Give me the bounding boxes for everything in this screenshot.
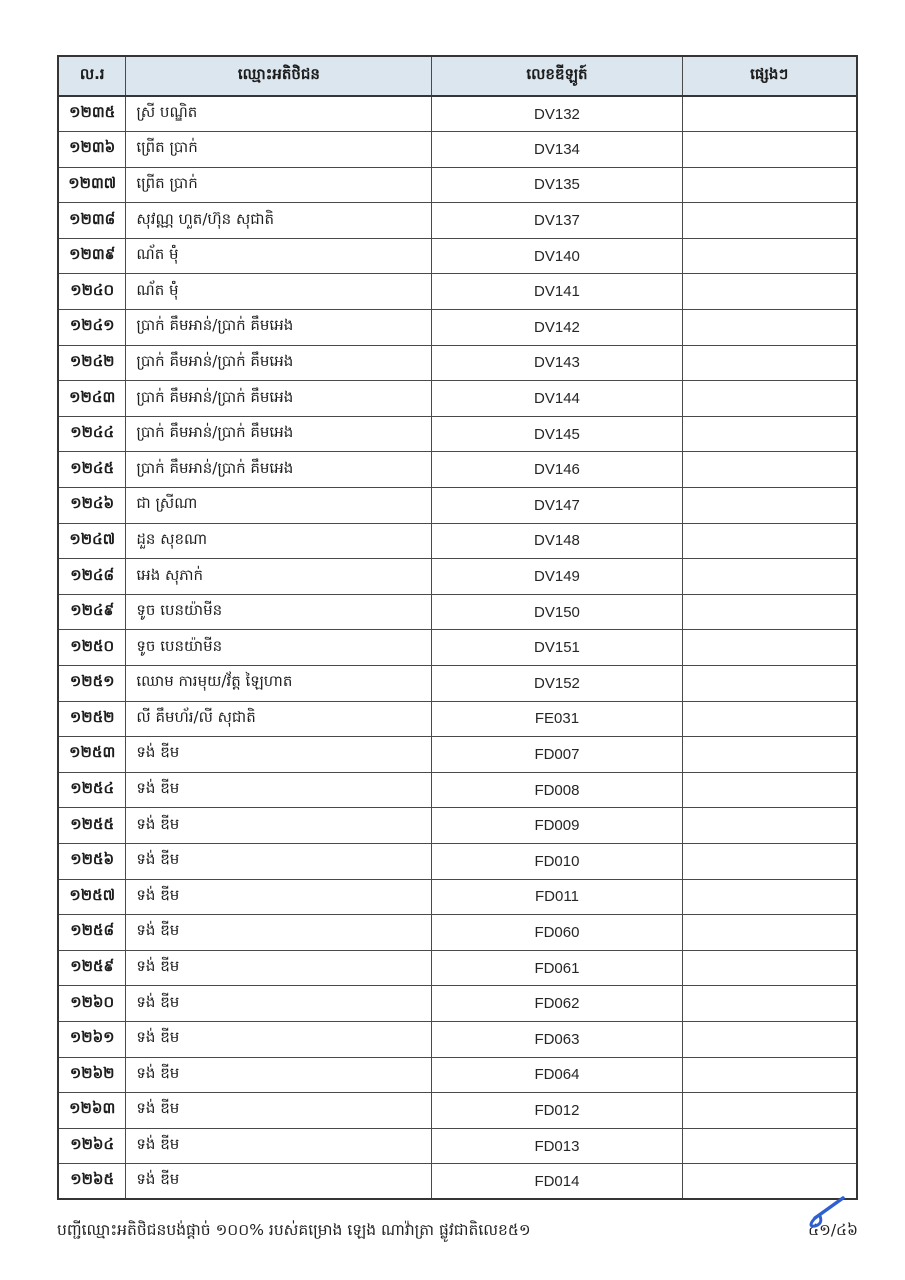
row-remark-cell (682, 630, 857, 666)
row-remark-cell (682, 167, 857, 203)
table-row (58, 879, 857, 915)
row-lot-cell: DV147 (432, 488, 682, 524)
table-row (58, 630, 857, 666)
row-lot-cell: DV137 (432, 203, 682, 239)
row-name-cell: ទង់ ឌីម (126, 1021, 432, 1057)
row-name-cell: ទង់ ឌីម (126, 879, 432, 915)
row-serial-cell: ១២៤៨ (58, 559, 126, 595)
customer-list-table (57, 55, 858, 1200)
row-lot-cell: FD012 (432, 1093, 682, 1129)
row-remark-cell (682, 1128, 857, 1164)
row-name-cell: ទង់ ឌីម (126, 1057, 432, 1093)
table-row (58, 1057, 857, 1093)
row-remark-cell (682, 594, 857, 630)
row-lot-cell: DV135 (432, 167, 682, 203)
table-row (58, 701, 857, 737)
row-lot-cell: DV140 (432, 238, 682, 274)
row-serial-cell: ១២៤៤ (58, 416, 126, 452)
table-row (58, 737, 857, 773)
row-lot-cell: DV132 (432, 96, 682, 132)
row-lot-cell: FD060 (432, 915, 682, 951)
row-name-cell: ទង់ ឌីម (126, 915, 432, 951)
row-name-cell: ទង់ ឌីម (126, 1164, 432, 1200)
row-lot-cell: DV144 (432, 381, 682, 417)
pen-checkmark-icon (795, 1192, 850, 1232)
row-remark-cell (682, 737, 857, 773)
row-name-cell: ជា ស្រីណា (126, 488, 432, 524)
row-remark-cell (682, 808, 857, 844)
row-lot-cell: FD013 (432, 1128, 682, 1164)
table-row (58, 132, 857, 168)
table-row (58, 915, 857, 951)
row-remark-cell (682, 274, 857, 310)
row-name-cell: ទង់ ឌីម (126, 1128, 432, 1164)
row-name-cell: ប្រាក់ គឹមអាន់/ប្រាក់ គឹមអេង (126, 381, 432, 417)
row-name-cell: ទង់ ឌីម (126, 737, 432, 773)
header-cell-customer-name: ឈ្មោះអតិថិជន (126, 56, 432, 96)
row-remark-cell (682, 666, 857, 702)
row-name-cell: ដួន សុខណា (126, 523, 432, 559)
row-lot-cell: FD011 (432, 879, 682, 915)
row-lot-cell: DV149 (432, 559, 682, 595)
table-row (58, 381, 857, 417)
row-lot-cell: DV145 (432, 416, 682, 452)
row-lot-cell: FD063 (432, 1021, 682, 1057)
table-row (58, 452, 857, 488)
row-serial-cell: ១២៥៧ (58, 879, 126, 915)
row-name-cell: ប្រាក់ គឹមអាន់/ប្រាក់ គឹមអេង (126, 452, 432, 488)
table-row (58, 96, 857, 132)
table-row (58, 274, 857, 310)
table-row (58, 986, 857, 1022)
row-remark-cell (682, 1021, 857, 1057)
row-remark-cell (682, 345, 857, 381)
table-row (58, 843, 857, 879)
table-row (58, 1164, 857, 1200)
row-remark-cell (682, 132, 857, 168)
row-remark-cell (682, 559, 857, 595)
row-name-cell: ណ័ត ម៉ុំ (126, 274, 432, 310)
row-serial-cell: ១២៦៣ (58, 1093, 126, 1129)
row-remark-cell (682, 416, 857, 452)
row-serial-cell: ១២៦២ (58, 1057, 126, 1093)
page-footer (57, 1220, 858, 1243)
row-lot-cell: DV151 (432, 630, 682, 666)
row-remark-cell (682, 986, 857, 1022)
row-serial-cell: ១២៦១ (58, 1021, 126, 1057)
table-row (58, 416, 857, 452)
row-serial-cell: ១២៥២ (58, 701, 126, 737)
row-serial-cell: ១២៤៩ (58, 594, 126, 630)
row-serial-cell: ១២៤០ (58, 274, 126, 310)
row-lot-cell: DV148 (432, 523, 682, 559)
row-serial-cell: ១២៣៥ (58, 96, 126, 132)
row-serial-cell: ១២៣៩ (58, 238, 126, 274)
row-serial-cell: ១២៤១ (58, 310, 126, 346)
table-row (58, 488, 857, 524)
row-serial-cell: ១២៤៧ (58, 523, 126, 559)
row-remark-cell (682, 701, 857, 737)
row-serial-cell: ១២៥៥ (58, 808, 126, 844)
row-name-cell: ណ័ត ម៉ុំ (126, 238, 432, 274)
row-remark-cell (682, 772, 857, 808)
row-serial-cell: ១២៣៨ (58, 203, 126, 239)
table-row (58, 238, 857, 274)
row-remark-cell (682, 381, 857, 417)
table-row (58, 310, 857, 346)
row-serial-cell: ១២៥៩ (58, 950, 126, 986)
table-row (58, 666, 857, 702)
row-name-cell: សុវណ្ណ ហួត/ហ៊ុន សុជាតិ (126, 203, 432, 239)
table-row (58, 559, 857, 595)
row-name-cell: ព្រើត ប្រាក់ (126, 167, 432, 203)
row-remark-cell (682, 1057, 857, 1093)
row-lot-cell: FD061 (432, 950, 682, 986)
row-remark-cell (682, 843, 857, 879)
row-remark-cell (682, 1093, 857, 1129)
row-serial-cell: ១២៥១ (58, 666, 126, 702)
row-remark-cell (682, 203, 857, 239)
table-header-row (58, 56, 857, 96)
row-remark-cell (682, 915, 857, 951)
row-lot-cell: DV143 (432, 345, 682, 381)
table-row (58, 1128, 857, 1164)
row-serial-cell: ១២៤៥ (58, 452, 126, 488)
row-lot-cell: FE031 (432, 701, 682, 737)
row-name-cell: ទូច បេនយ៉ាមីន (126, 594, 432, 630)
page-number: ៤១/៤៦ (808, 1221, 858, 1239)
row-remark-cell (682, 523, 857, 559)
row-lot-cell: FD007 (432, 737, 682, 773)
table-row (58, 950, 857, 986)
row-name-cell: ឈោម ការមុយ/វ័ត្ត ឡៃហាត (126, 666, 432, 702)
footer-caption: បញ្ជីឈ្មោះអតិថិជនបង់ផ្តាច់ ១០០% របស់គម្រោង ឡេង ណាវ៉ាត្រា ផ្លូវជាតិលេខ៥១ (57, 1221, 531, 1239)
row-name-cell: ប្រាក់ គឹមអាន់/ប្រាក់ គឹមអេង (126, 416, 432, 452)
row-serial-cell: ១២៦០ (58, 986, 126, 1022)
row-remark-cell (682, 310, 857, 346)
row-serial-cell: ១២៥៣ (58, 737, 126, 773)
row-serial-cell: ១២៥០ (58, 630, 126, 666)
row-name-cell: ទង់ ឌីម (126, 950, 432, 986)
row-name-cell: ទូច បេនយ៉ាមីន (126, 630, 432, 666)
row-name-cell: ទង់ ឌីម (126, 808, 432, 844)
table-row (58, 203, 857, 239)
header-cell-serial-no: ល.រ (58, 56, 126, 96)
row-lot-cell: DV134 (432, 132, 682, 168)
row-remark-cell (682, 238, 857, 274)
table-row (58, 345, 857, 381)
row-name-cell: ស្រី បណ្ឌិត (126, 96, 432, 132)
row-name-cell: អេង សុភាក់ (126, 559, 432, 595)
row-lot-cell: FD014 (432, 1164, 682, 1200)
row-remark-cell (682, 96, 857, 132)
table-row (58, 594, 857, 630)
row-serial-cell: ១២៤៣ (58, 381, 126, 417)
row-lot-cell: DV141 (432, 274, 682, 310)
row-serial-cell: ១២៥៦ (58, 843, 126, 879)
table-row (58, 772, 857, 808)
table-row (58, 1093, 857, 1129)
row-remark-cell (682, 950, 857, 986)
row-lot-cell: DV146 (432, 452, 682, 488)
row-serial-cell: ១២៦៤ (58, 1128, 126, 1164)
row-serial-cell: ១២៥៤ (58, 772, 126, 808)
row-name-cell: ប្រាក់ គឹមអាន់/ប្រាក់ គឹមអេង (126, 310, 432, 346)
table-row (58, 808, 857, 844)
row-lot-cell: DV150 (432, 594, 682, 630)
row-name-cell: ព្រើត ប្រាក់ (126, 132, 432, 168)
row-lot-cell: DV152 (432, 666, 682, 702)
header-cell-lot-number: លេខឌីឡូត៍ (432, 56, 682, 96)
row-name-cell: ទង់ ឌីម (126, 1093, 432, 1129)
row-lot-cell: DV142 (432, 310, 682, 346)
table-row (58, 523, 857, 559)
row-name-cell: ទង់ ឌីម (126, 986, 432, 1022)
row-serial-cell: ១២៤២ (58, 345, 126, 381)
row-lot-cell: FD062 (432, 986, 682, 1022)
header-cell-remarks: ផ្សេងៗ (682, 56, 857, 96)
row-remark-cell (682, 452, 857, 488)
row-remark-cell (682, 488, 857, 524)
row-name-cell: ទង់ ឌីម (126, 772, 432, 808)
table-row (58, 167, 857, 203)
row-serial-cell: ១២៣៧ (58, 167, 126, 203)
row-name-cell: ទង់ ឌីម (126, 843, 432, 879)
row-lot-cell: FD009 (432, 808, 682, 844)
row-lot-cell: FD008 (432, 772, 682, 808)
row-remark-cell (682, 879, 857, 915)
row-lot-cell: FD010 (432, 843, 682, 879)
row-name-cell: លី គឹមហ័រ/លី សុជាតិ (126, 701, 432, 737)
row-serial-cell: ១២៣៦ (58, 132, 126, 168)
table-row (58, 1021, 857, 1057)
row-serial-cell: ១២៦៥ (58, 1164, 126, 1200)
row-serial-cell: ១២៤៦ (58, 488, 126, 524)
row-lot-cell: FD064 (432, 1057, 682, 1093)
table-body (58, 96, 857, 1199)
row-name-cell: ប្រាក់ គឹមអាន់/ប្រាក់ គឹមអេង (126, 345, 432, 381)
row-serial-cell: ១២៥៨ (58, 915, 126, 951)
